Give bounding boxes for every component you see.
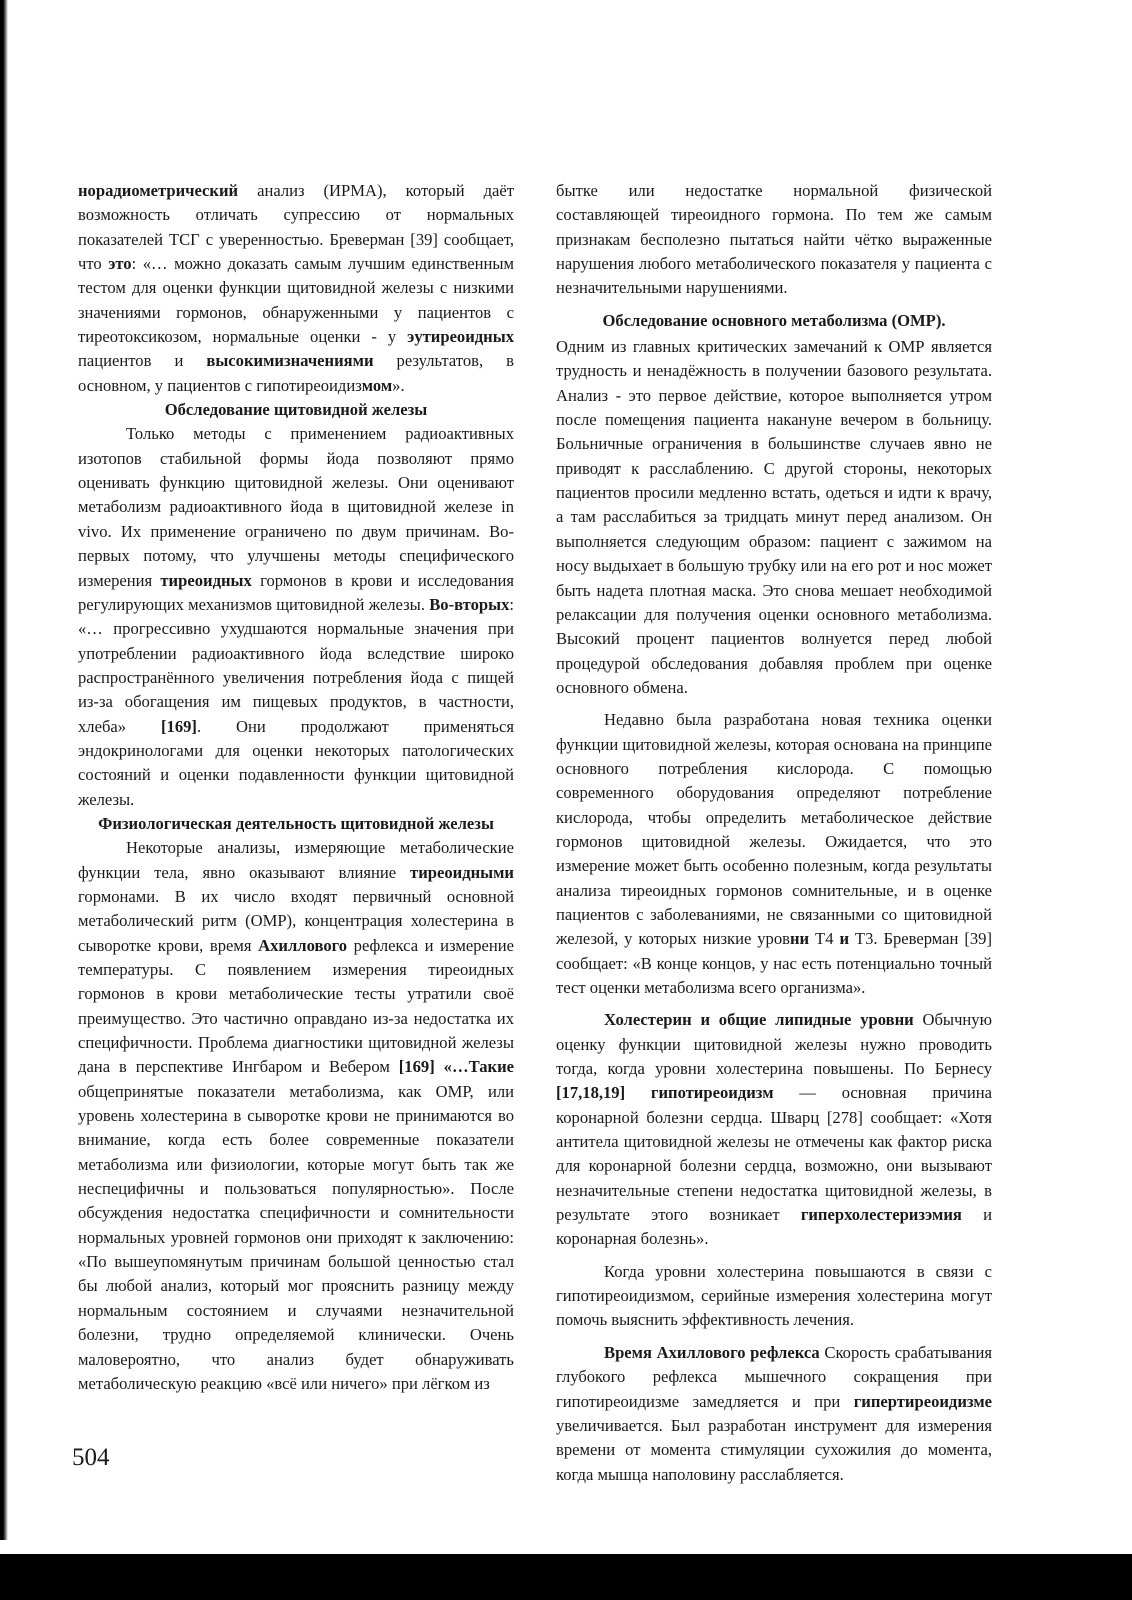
paragraph: Когда уровни холестерина повышаются в связи с гипотиреоидизмом, серийные измерения холестерина могут помочь выяснить эффективность лечения. (556, 1261, 992, 1330)
page-number: 504 (72, 1444, 110, 1471)
section-heading: Обследование основного метаболизма (ОМР). (602, 310, 946, 330)
right-column (556, 179, 992, 1487)
section-heading: Физиологическая деятельность щитовидной железы (98, 813, 494, 833)
paragraph: Одним из главных критических замечаний к ОМР является трудность и ненадёжность в получении базового результата. Анализ - это первое действие, которое выполняется утром после помещения пациента накануне вечером в больницу. Больничные ограничения в большинстве случаев явно не приводят к расслаблению. С другой стороны, некоторых пациентов просили медленно встать, одеться и идти к врачу, а там расслабиться за тридцать минут перед анализом. Он выполняется следующим образом: пациент с зажимом на носу выдыхает в большую трубку или на его рот и нос может быть надета плотная маска. Это снова мешает необходимой релаксации для получения оценки основного метаболизма. Высокий процент пациентов волнуется перед любой процедурой обследования добавляя проблем при оценке основного обмена. (556, 337, 992, 697)
scan-edge-left (0, 0, 8, 1540)
paragraph: Некоторые анализы, измеряющие метаболические функции тела, явно оказывают влияние тиреоидными гормонами. В их число входят первичный основной метаболический ритм (ОМР), концентрация холестерина в сыворотке крови, время Ахиллового рефлекса и измерение температуры. С появлением измерения тиреоидных гормонов в крови метаболические тесты утратили своё преимущество. Это частично оправдано из-за недостатка их специфичности. Проблема диагностики щитовидной железы дана в перспективе Ингбаром и Вебером [169] «…Такие общепринятые показатели метаболизма, как ОМР, или уровень холестерина в сыворотке крови не принимаются во внимание, когда есть более современные показатели метаболизма или физиологии, которые могут быть так же неспецифичны и пользоваться популярностью». После обсуждения недостатка специфичности и сомнительности нормальных уровней гормонов они приходят к заключению: «По вышеупомянутым причинам большой ценностью стал бы любой анализ, который мог прояснить разницу между нормальным состоянием и случаями незначительной болезни, трудно определяемой клинически. Очень маловероятно, что анализ будет обнаруживать метаболическую реакцию «всё или ничего» при лёгком из (78, 838, 515, 1393)
paragraph: бытке или недостатке нормальной физической составляющей тиреоидного гормона. По тем же самым признакам бесполезно пытаться найти чётко выраженные нарушения любого метаболического показателя у пациента с незначительными нарушениями. (556, 181, 992, 298)
paragraph: Время Ахиллового рефлекса Скорость срабатывания глубокого рефлекса мышечного сокращения при гипотиреоидизме замедляется и при гипертиреоидизме увеличивается. Был разработан инструмент для измерения времени от момента стимуляции сухожилия до момента, когда мышца наполовину расслабляется. (556, 1342, 992, 1484)
paragraph: Только методы с применением радиоактивных изотопов стабильной формы йода позволяют прямо оценивать функцию щитовидной железы. Они оценивают метаболизм радиоактивного йода в щитовидной железе in vivo. Их применение ограничено по двум причинам. Во-первых потому, что улучшены методы специфического измерения тиреоидных гормонов в крови и исследования регулирующих механизмов щитовидной железы. Во-вторых: «… прогрессивно ухудшаются нормальные значения при употреблении радиоактивного йода вследствие широко распространённого увеличения потребления йода с пищей из-за обогащения им пищевых продуктов, в частности, хлеба» [169]. Они продолжают применяться эндокринологами для оценки некоторых патологических состояний и оценки подавленности функции щитовидной железы. (78, 424, 514, 809)
left-column (78, 179, 514, 1396)
paragraph: Холестерин и общие липидные уровни Обычную оценку функции щитовидной железы нужно проводить тогда, когда уровни холестерина повышены. По Бернесу [17,18,19] гипотиреоидизм — основная причина коронарной болезни сердца. Шварц [278] сообщает: «Хотя антитела щитовидной железы не отмечены как фактор риска для коронарной болезни сердца, возможно, они вызывают незначительные степени недостатка щитовидной железы, в результате этого возникает гиперхолестеризэмия и коронарная болезнь». (556, 1010, 992, 1249)
paragraph: Недавно была разработана новая техника оценки функции щитовидной железы, которая основана на принципе основного потребления кислорода. С помощью современного оборудования определяют потребление кислорода, чтобы определить метаболическое действие гормонов щитовидной железы. Ожидается, что это измерение может быть особенно полезным, когда результаты анализа тиреоидных гормонов сомнительные, и в оценке пациентов с заболеваниями, не связанными со щитовидной железой, у которых низкие уровни Т4 и Т3. Бреверман [39] сообщает: «В конце концов, у нас есть потенциально точный тест оценки метаболизма всего организма». (556, 710, 992, 997)
section-heading: Обследование щитовидной железы (164, 400, 428, 420)
paragraph: норадиометрический анализ (ИРМА), который даёт возможность отличать супрессию от нормальных показателей ТСГ с уверенностью. Бреверман [39] сообщает, что это: «… можно доказать самым лучшим единственным тестом для оценки функции щитовидной железы с низкими значениями гормонов, обнаруженными у пациентов с тиреотоксикозом, нормальные оценки - у эутиреоидных пациентов и высокимизначениями результатов, в основном, у пациентов с гипотиреоидизмом». (78, 181, 514, 395)
scan-edge-bottom (0, 1554, 1132, 1600)
